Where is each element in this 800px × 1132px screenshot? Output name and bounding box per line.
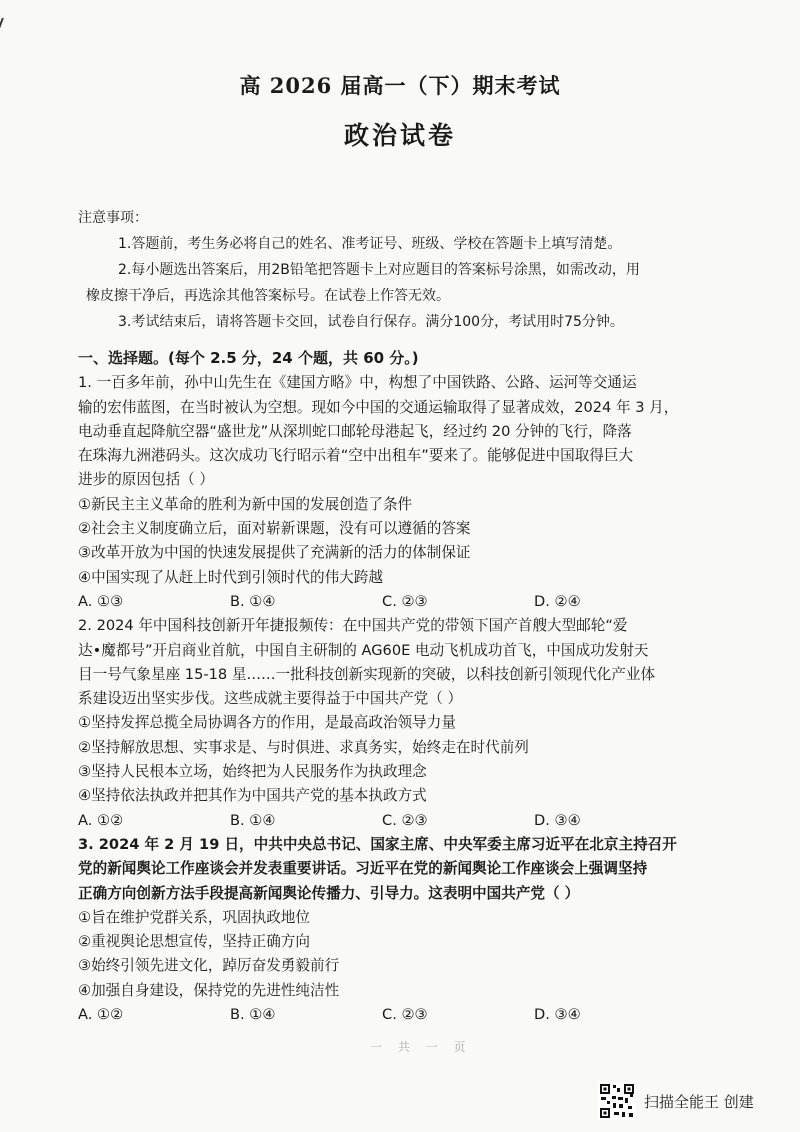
- question-line: 电动垂直起降航空器“盛世龙”从深圳蛇口邮轮母港起飞，经过约 20 分钟的飞行，降落: [78, 422, 632, 440]
- question-line: 输的宏伟蓝图，在当时被认为空想。现如今中国的交通运输取得了显著成效，2024 年 3 月，: [78, 398, 679, 416]
- option-d: D. ③④: [534, 811, 581, 829]
- notice-item-continued: 橡皮擦干净后，再选涂其他答案标号。在试卷上作答无效。: [86, 288, 450, 304]
- question-line: 进步的原因包括（ ）: [78, 471, 214, 489]
- question-3: [78, 833, 750, 1027]
- option-d: D. ②④: [534, 592, 581, 610]
- option-c: C. ②③: [382, 811, 428, 829]
- question-line: 2. 2024 年中国科技创新开年捷报频传：在中国共产党的带领下国产首艘大型邮轮“爱: [78, 617, 628, 635]
- answer-options: [78, 809, 750, 833]
- question-item: ②重视舆论思想宣传，坚持正确方向: [78, 933, 310, 951]
- question-line: 正确方向创新方法手段提高新闻舆论传播力、引导力。这表明中国共产党（ ）: [78, 884, 580, 902]
- question-item: ④加强自身建设，保持党的先进性纯洁性: [78, 981, 340, 999]
- answer-options: [78, 590, 750, 614]
- question-2: [78, 614, 750, 833]
- scan-corner-mark: [0, 18, 12, 28]
- option-a: A. ①②: [78, 811, 124, 829]
- page-footer-cutoff: 一 共 一 页: [370, 1040, 472, 1054]
- question-item: ③坚持人民根本立场，始终把为人民服务作为执政理念: [78, 763, 427, 781]
- question-line: 3. 2024 年 2 月 19 日，中共中央总书记、国家主席、中央军委主席习近平在北京主持召开: [78, 835, 677, 853]
- answer-options: [78, 1003, 750, 1027]
- question-line: 目一号气象星座 15-18 星……一批科技创新实现新的突破，以科技创新引领现代化产业体: [78, 665, 656, 683]
- question-1: [78, 371, 750, 614]
- option-a: A. ①③: [78, 592, 124, 610]
- question-line: 在珠海九洲港码头。这次成功飞行昭示着“空中出租车”要来了。能够促进中国取得巨大: [78, 447, 634, 465]
- question-item: ①新民主主义革命的胜利为新中国的发展创造了条件: [78, 495, 413, 513]
- option-d: D. ③④: [534, 1006, 581, 1024]
- question-item: ①旨在维护党群关系，巩固执政地位: [78, 908, 310, 926]
- question-item: ②坚持解放思想、实事求是、与时俱进、求真务实，始终走在时代前列: [78, 738, 529, 756]
- option-b: B. ①④: [230, 811, 276, 829]
- question-line: 党的新闻舆论工作座谈会并发表重要讲话。习近平在党的新闻舆论工作座谈会上强调坚持: [78, 860, 648, 878]
- notice-block: [78, 205, 728, 335]
- question-item: ④中国实现了从赶上时代到引领时代的伟大跨越: [78, 568, 383, 586]
- notice-item: 1.答题前，考生务必将自己的姓名、准考证号、班级、学校在答题卡上填写清楚。: [118, 236, 622, 252]
- option-b: B. ①④: [230, 1006, 276, 1024]
- question-item: ③始终引领先进文化，踔厉奋发勇毅前行: [78, 957, 340, 975]
- scanner-watermark: [598, 1082, 754, 1120]
- scanner-label: 扫描全能王 创建: [644, 1092, 754, 1111]
- question-line: 1. 一百多年前，孙中山先生在《建国方略》中，构想了中国铁路、公路、运河等交通运: [78, 374, 637, 392]
- option-c: C. ②③: [382, 1006, 428, 1024]
- exam-title: 高 2026 届高一（下）期末考试: [239, 73, 561, 98]
- notice-item: 3.考试结束后，请将答题卡交回，试卷自行保存。满分100分，考试用时75分钟。: [118, 314, 624, 330]
- exam-subject-title: 政治试卷: [343, 121, 456, 150]
- question-item: ②社会主义制度确立后，面对崭新课题，没有可以遵循的答案: [78, 520, 471, 538]
- section-heading: 一、选择题。(每个 2.5 分，24 个题，共 60 分。): [78, 349, 419, 367]
- question-line: 系建设迈出坚实步伐。这些成就主要得益于中国共产党（ ）: [78, 690, 463, 708]
- qr-code-icon: [598, 1082, 636, 1120]
- questions-area: [78, 346, 750, 1027]
- question-item: ④坚持依法执政并把其作为中国共产党的基本执政方式: [78, 787, 427, 805]
- notice-item: 2.每小题选出答案后，用2B铅笔把答题卡上对应题目的答案标号涂黑，如需改动，用: [118, 262, 640, 278]
- option-c: C. ②③: [382, 592, 428, 610]
- option-b: B. ①④: [230, 592, 276, 610]
- question-item: ③改革开放为中国的快速发展提供了充满新的活力的体制保证: [78, 544, 471, 562]
- question-line: 达•魔都号”开启商业首航，中国自主研制的 AG60E 电动飞机成功首飞，中国成功发射天: [78, 641, 649, 659]
- notice-heading: 注意事项：: [78, 210, 148, 226]
- question-item: ①坚持发挥总揽全局协调各方的作用，是最高政治领导力量: [78, 714, 456, 732]
- option-a: A. ①②: [78, 1006, 124, 1024]
